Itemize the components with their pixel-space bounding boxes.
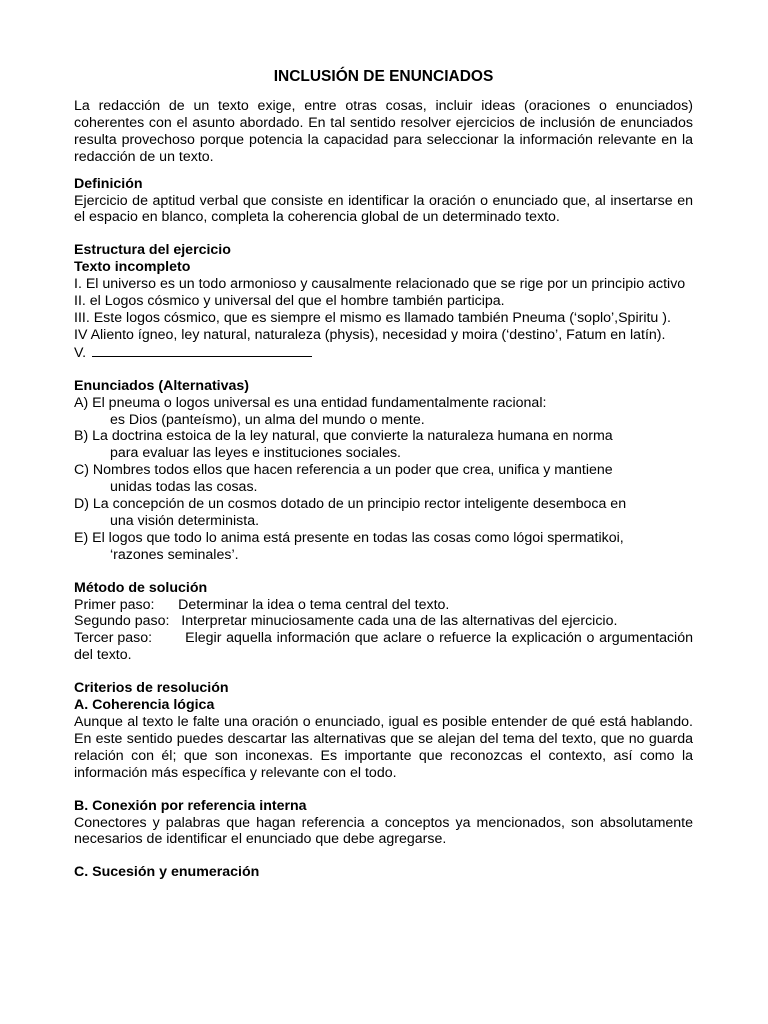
criteria-a-text: Aunque al texto le falte una oración o enunciado, igual es posible entender de qué está hablando. En este sentido puedes descartar las alternativas que se alejan del tema del texto, que no guarda relación con él; que son inconexas. Es importante que reconozcas el contexto, así como la información más específica y relevante con el todo. xyxy=(74,714,693,781)
alternative-d-text: D) La concepción de un cosmos dotado de un principio rector inteligente desemboca en xyxy=(74,496,627,513)
alternative-b xyxy=(74,428,693,462)
step-label: Primer paso: xyxy=(74,596,155,613)
alternative-d xyxy=(74,496,693,530)
document-body xyxy=(74,68,693,881)
page-title: INCLUSIÓN DE ENUNCIADOS xyxy=(273,68,494,85)
alternatives-heading: Enunciados (Alternativas) xyxy=(74,377,250,394)
method-step-3 xyxy=(74,630,693,664)
text-item-2: II. el Logos cósmico y universal del que el hombre también participa. xyxy=(74,293,505,310)
criteria-a-heading: A. Coherencia lógica xyxy=(74,697,215,714)
criteria-c-heading: C. Sucesión y enumeración xyxy=(74,864,260,881)
step-label: Segundo paso: xyxy=(74,613,170,630)
structure-heading: Estructura del ejercicio xyxy=(74,242,231,259)
blank-label: V. xyxy=(74,344,87,361)
incomplete-text-heading: Texto incompleto xyxy=(74,259,191,276)
alternative-a-continuation: es Dios (panteísmo), un alma del mundo o mente. xyxy=(110,411,425,428)
alternative-d-continuation: una visión determinista. xyxy=(110,512,260,529)
definition-text: Ejercicio de aptitud verbal que consiste en identificar la oración o enunciado que, al insertarse en el espacio en blanco, completa la coherencia global de un determinado texto. xyxy=(74,192,693,226)
alternative-c-text: C) Nombres todos ellos que hacen referencia a un poder que crea, unifica y mantiene xyxy=(74,462,613,479)
blank-line xyxy=(92,344,312,357)
step-text: Elegir aquella información que aclare o refuerce la explicación o argumentación del texto. xyxy=(74,630,693,664)
text-item-4: IV Aliento ígneo, ley natural, naturaleza (physis), necesidad y moira (‘destino’, Fatum en latín). xyxy=(74,326,666,343)
alternative-e xyxy=(74,530,693,564)
method-step-1 xyxy=(74,597,693,614)
criteria-b-heading: B. Conexión por referencia interna xyxy=(74,797,307,814)
alternative-e-continuation: ‘razones seminales’. xyxy=(110,546,239,563)
intro-paragraph: La redacción de un texto exige, entre otras cosas, incluir ideas (oraciones o enunciados) coherentes con el asunto abordado. En tal sentido resolver ejercicios de inclusión de enunciados resulta provechoso porque potencia la capacidad para seleccionar la información relevante en la redacción de un texto. xyxy=(74,98,693,165)
method-heading: Método de solución xyxy=(74,579,208,596)
text-item-5-blank xyxy=(74,344,693,362)
alternative-e-text: E) El logos que todo lo anima está presente en todas las cosas como lógoi spermatikoi, xyxy=(74,529,624,546)
alternative-c xyxy=(74,462,693,496)
criteria-b-text: Conectores y palabras que hagan referencia a conceptos ya mencionados, son absolutamente necesarios de identificar el enunciado que debe agregarse. xyxy=(74,814,693,848)
method-step-2 xyxy=(74,613,693,630)
step-text: Determinar la idea o tema central del texto. xyxy=(178,596,450,613)
step-text: Interpretar minuciosamente cada una de las alternativas del ejercicio. xyxy=(181,613,618,630)
alternative-c-continuation: unidas todas las cosas. xyxy=(110,479,258,496)
step-label: Tercer paso: xyxy=(74,630,153,647)
alternative-a xyxy=(74,395,693,429)
alternative-b-text: B) La doctrina estoica de la ley natural, que convierte la naturaleza humana en norma xyxy=(74,428,613,445)
text-item-1: I. El universo es un todo armonioso y causalmente relacionado que se rige por un principio activo xyxy=(74,276,686,293)
criteria-heading: Criterios de resolución xyxy=(74,680,229,697)
alternative-b-continuation: para evaluar las leyes e instituciones sociales. xyxy=(110,445,401,462)
alternative-a-text: A) El pneuma o logos universal es una entidad fundamentalmente racional: xyxy=(74,394,547,411)
definition-heading: Definición xyxy=(74,175,143,192)
text-item-3: III. Este logos cósmico, que es siempre el mismo es llamado también Pneuma (‘soplo’,Spiritu ). xyxy=(74,309,671,326)
